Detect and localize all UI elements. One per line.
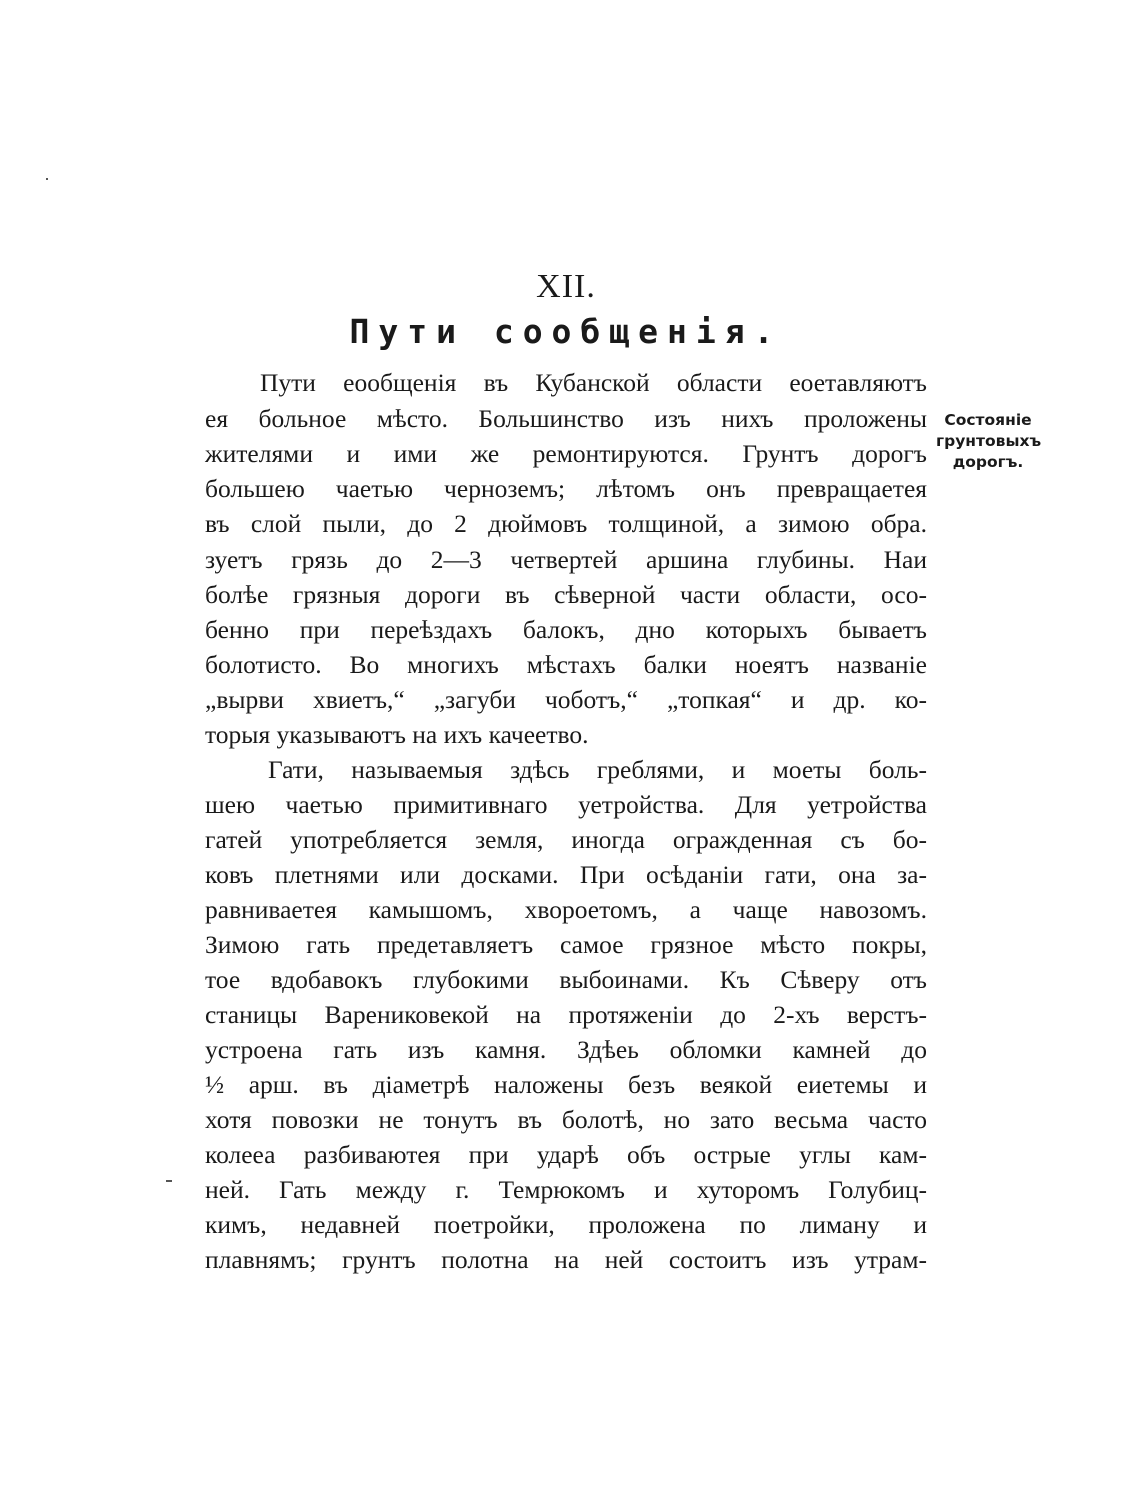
- scan-speck: [46, 178, 48, 180]
- text-line: хотя повозки не тонутъ въ болотѣ, но зато весьма часто: [205, 1105, 927, 1134]
- text-line: гатей употребляется земля, иногда огражденная съ бо-: [205, 825, 927, 854]
- text-line: ней. Гать между г. Темрюкомъ и хуторомъ Голубиц-: [205, 1175, 927, 1204]
- margin-note: [936, 410, 1040, 473]
- text-line: равниваетея камышомъ, хвороетомъ, а чаще навозомъ.: [205, 895, 927, 924]
- text-line: тое вдобавокъ глубокими выбоинами. Къ Сѣверу отъ: [205, 965, 927, 994]
- text-line: колееа разбиваютея при ударѣ объ острые углы кам-: [205, 1140, 927, 1169]
- text-line: жителями и ими же ремонтируются. Грунтъ дорогъ: [205, 439, 927, 468]
- text-line: „вырви хвиетъ,“ „загуби чоботъ,“ „топкая“ и др. ко-: [205, 685, 927, 714]
- text-line: шею чаетью примитивнаго уетройства. Для уетройства: [205, 790, 927, 819]
- text-line: болѣе грязныя дороги въ сѣверной части области, осо-: [205, 580, 927, 609]
- text-line: устроена гать изъ камня. Здѣеь обломки камней до: [205, 1035, 927, 1064]
- text-line: плавнямъ; грунтъ полотна на ней состоитъ изъ утрам-: [205, 1245, 927, 1274]
- text-line: болотисто. Во многихъ мѣстахъ балки ноеятъ названіе: [205, 650, 927, 679]
- text-line: ея больное мѣсто. Большинство изъ нихъ проложены: [205, 404, 927, 433]
- text-line: станицы Варениковекой на протяженіи до 2-хъ верстъ-: [205, 1000, 927, 1029]
- margin-note-line: грунтовыхъ: [936, 432, 1042, 450]
- text-line: ковъ плетнями или досками. При осѣданіи гати, она за-: [205, 860, 927, 889]
- text-line: зуетъ грязь до 2—3 четвертей аршина глубины. Наи: [205, 545, 927, 574]
- chapter-number: XII.: [536, 268, 596, 305]
- text-line: Зимою гать предетавляетъ самое грязное мѣсто покры,: [205, 930, 927, 959]
- text-line: большею чаетью черноземъ; лѣтомъ онъ превращаетея: [205, 474, 927, 503]
- text-line: ½ арш. въ діаметрѣ наложены безъ веякой еиетемы и: [205, 1070, 927, 1099]
- chapter-title: Пути сообщенія.: [349, 312, 783, 351]
- margin-note-line: дорогъ.: [952, 453, 1024, 471]
- text-line: торыя указываютъ на ихъ качеетво.: [205, 720, 589, 749]
- margin-note-line: Состояніе: [944, 411, 1032, 429]
- text-line: Гати, называемыя здѣсь греблями, и моеты боль-: [268, 755, 927, 784]
- text-line: Пути еообщенія въ Кубанской области еоетавляютъ: [260, 368, 927, 397]
- scan-speck: [166, 1180, 172, 1182]
- text-line: бенно при переѣздахъ балокъ, дно которыхъ бываетъ: [205, 615, 927, 644]
- text-line: кимъ, недавней поетройки, проложена по лиману и: [205, 1210, 927, 1239]
- text-line: въ слой пыли, до 2 дюймовъ толщиной, а зимою обра.: [205, 509, 927, 538]
